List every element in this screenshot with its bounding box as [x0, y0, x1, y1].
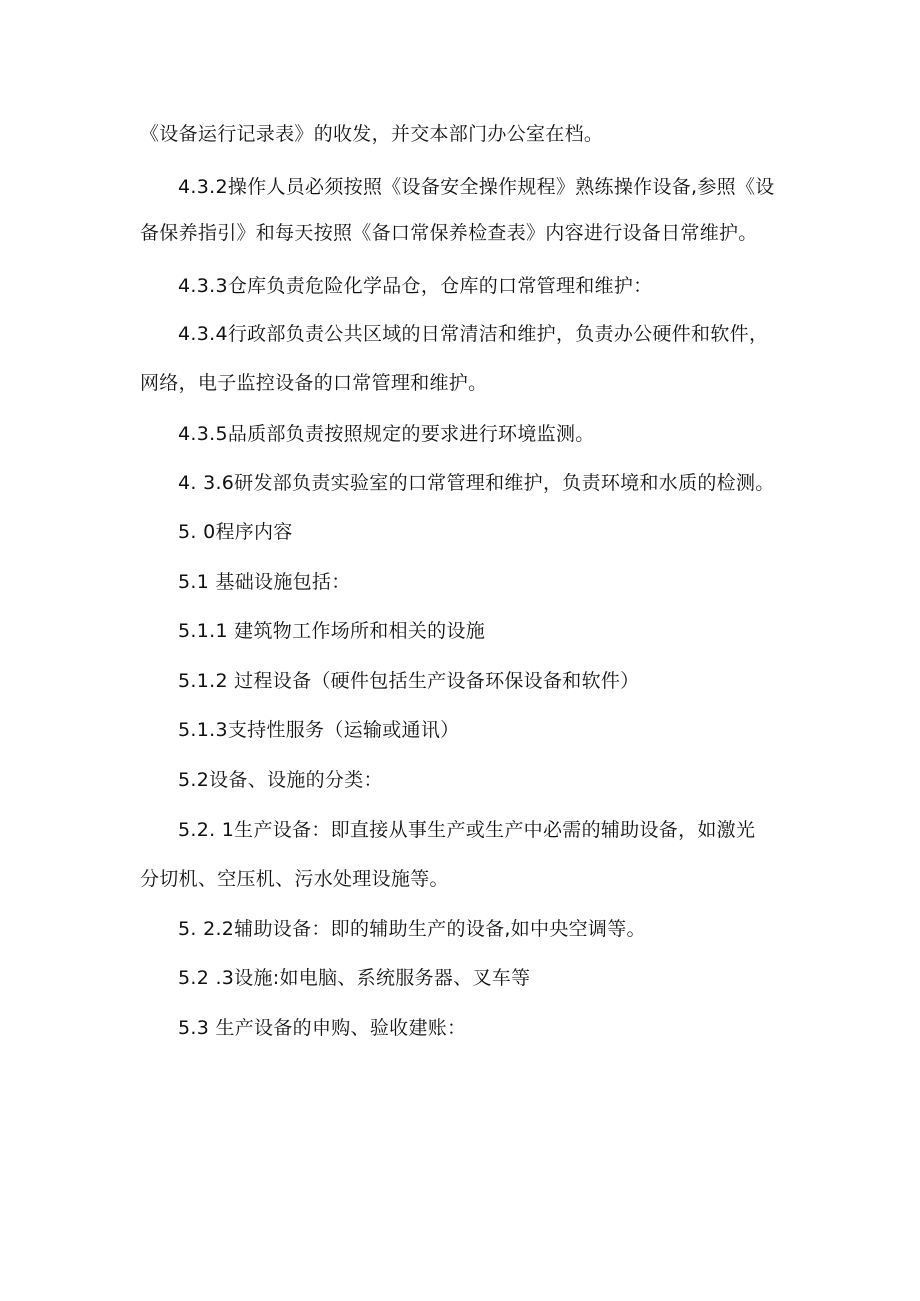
section-heading: 5. 0程序内容 — [178, 521, 293, 543]
text-line: 5.3 生产设备的申购、验收建账： — [178, 1017, 467, 1039]
text-line: 4. 3.6研发部负责实验室的口常管理和维护，负责环境和水质的检测。 — [178, 472, 775, 494]
text-line: 分切机、空压机、污水处理设施等。 — [140, 868, 449, 890]
text-line: 5.1.1 建筑物工作场所和相关的设施 — [178, 620, 486, 642]
text-line: 网络，电子监控设备的口常管理和维护。 — [140, 372, 488, 394]
text-line: 4.3.3仓库负责危险化学品仓，仓库的口常管理和维护： — [178, 275, 653, 297]
text-line: 5.2设备、设施的分类： — [178, 769, 383, 791]
text-line: 4.3.4行政部负责公共区域的日常清洁和维护，负责办公硬件和软件， — [178, 323, 769, 345]
text-line: 5.1.3支持性服务（运输或通讯） — [178, 719, 460, 741]
text-line: 5.2 .3设施:如电脑、系统服务器、叉车等 — [178, 967, 531, 989]
text-line: 5. 2.2辅助设备：即的辅助生产的设备,如中央空调等。 — [178, 918, 646, 940]
text-line: 4.3.5品质部负责按照规定的要求进行环境监测。 — [178, 423, 595, 445]
text-line: 备保养指引》和每天按照《备口常保养检查表》内容进行设备日常维护。 — [140, 222, 758, 244]
text-line: 5.1 基础设施包括： — [178, 571, 351, 593]
text-line: 5.1.2 过程设备（硬件包括生产设备环保设备和软件） — [178, 670, 640, 692]
text-line: 4.3.2操作人员必须按照《设备安全操作规程》熟练操作设备,参照《设 — [178, 176, 775, 198]
text-line: 5.2. 1生产设备：即直接从事生产或生产中必需的辅助设备，如激光 — [178, 819, 756, 841]
text-line: 《设备运行记录表》的收发，并交本部门办公室在档。 — [140, 123, 604, 145]
